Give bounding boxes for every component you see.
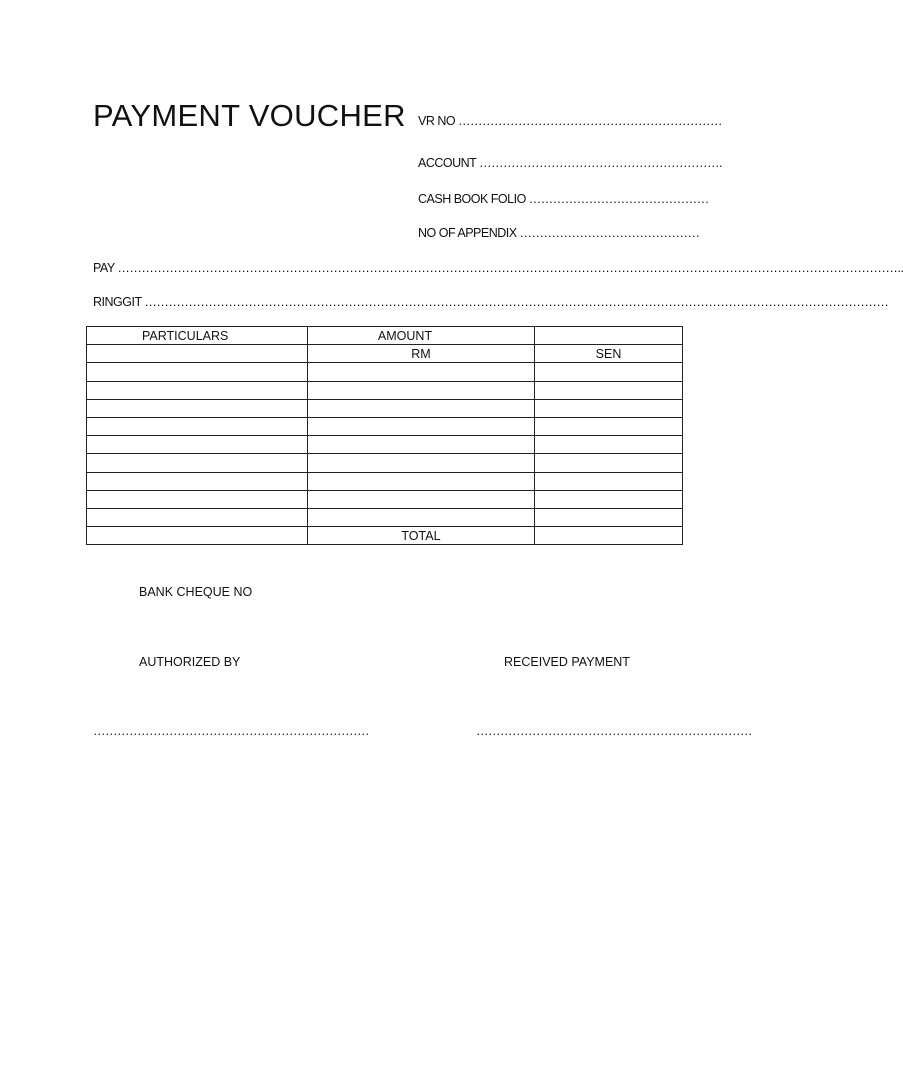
received-signature-line: …………………………………………………………… [476, 724, 752, 738]
table-cell [535, 472, 683, 490]
amount-header: AMOUNT [307, 327, 534, 345]
table-row [87, 327, 683, 345]
table-cell [307, 454, 534, 472]
table-row [87, 508, 683, 526]
table-cell [87, 363, 308, 381]
received-payment-label: RECEIVED PAYMENT [504, 655, 630, 669]
table-cell [535, 399, 683, 417]
table-cell [87, 508, 308, 526]
table-cell [535, 508, 683, 526]
table-cell [87, 399, 308, 417]
authorized-signature-line: …………………………………………………………… [93, 724, 369, 738]
table-cell [307, 417, 534, 435]
table-cell [535, 363, 683, 381]
table-cell [87, 454, 308, 472]
total-label: TOTAL [307, 527, 534, 545]
pay-line: PAY …………………………………………………………………………………………………………………………………………………………………………….. [93, 261, 903, 275]
table-row [87, 436, 683, 454]
table-cell [535, 527, 683, 545]
table-cell [535, 490, 683, 508]
rm-header: RM [307, 345, 534, 363]
table-cell [307, 490, 534, 508]
bank-cheque-no-label: BANK CHEQUE NO [139, 585, 253, 599]
table-row [87, 527, 683, 545]
table-cell [307, 381, 534, 399]
table-cell [87, 436, 308, 454]
page-title: PAYMENT VOUCHER [93, 98, 406, 133]
authorized-by-label: AUTHORIZED BY [139, 655, 241, 669]
account-field: ACCOUNT ……………………………………………………. [418, 156, 723, 170]
table-row [87, 490, 683, 508]
table-row [87, 345, 683, 363]
particulars-header: PARTICULARS [87, 327, 308, 345]
table-cell [535, 381, 683, 399]
vr-no-field: VR NO ………………………………………………………… [418, 114, 723, 128]
table-cell [87, 490, 308, 508]
table-row [87, 381, 683, 399]
table-row [87, 363, 683, 381]
no-of-appendix-field: NO OF APPENDIX ……………………………………… [418, 226, 700, 240]
table-cell [87, 417, 308, 435]
table-cell [307, 508, 534, 526]
table-cell [535, 327, 683, 345]
table-cell [307, 436, 534, 454]
table-cell [87, 345, 308, 363]
table-row [87, 417, 683, 435]
table-cell [87, 527, 308, 545]
cash-book-folio-field: CASH BOOK FOLIO ……………………………………… [418, 192, 709, 206]
ringgit-line: RINGGIT …………………………………………………………………………………………………………………………………………………………………… [93, 295, 889, 309]
table-cell [307, 363, 534, 381]
table-cell [307, 472, 534, 490]
table-cell [535, 436, 683, 454]
table-cell [535, 417, 683, 435]
table-cell [307, 399, 534, 417]
particulars-table [86, 326, 683, 545]
table-row [87, 454, 683, 472]
table-cell [535, 454, 683, 472]
table-row [87, 472, 683, 490]
table-row [87, 399, 683, 417]
sen-header: SEN [535, 345, 683, 363]
table-cell [87, 381, 308, 399]
table-cell [87, 472, 308, 490]
